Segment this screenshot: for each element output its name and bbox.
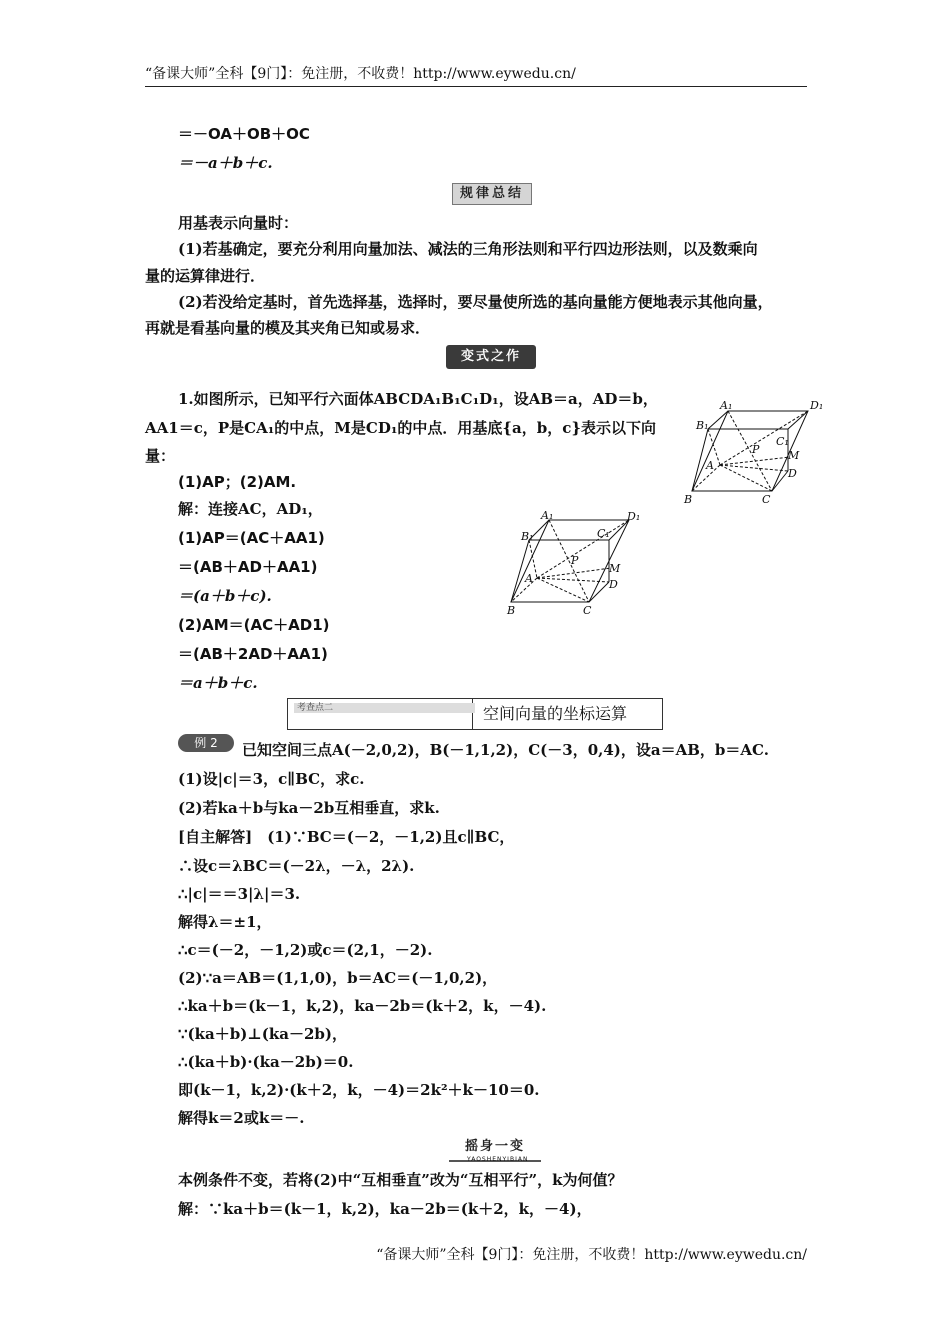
page-footer: “备课大师”全科【9门】：免注册，不收费！http://www.eywedu.cn/ <box>376 1247 807 1263</box>
topic-tag-cell <box>288 699 473 729</box>
figure-label: D <box>609 578 618 591</box>
figure-label: C <box>762 493 771 506</box>
solution-line: ＝(AB＋AD＋AA1) <box>178 558 318 576</box>
figure-label: D₁ <box>810 399 824 412</box>
answer-line: ∴c＝(－2，－1,2)或c＝(2,1，－2). <box>178 941 433 959</box>
parallelepiped-figure-bottom <box>505 508 655 620</box>
paragraph-line: 再就是看基向量的模及其夹角已知或易求． <box>145 319 431 337</box>
transform-badge-subtitle: YAOSHENYIBIAN <box>467 1156 529 1163</box>
answer-line: (2)∵a＝AB＝(1,1,0)，b＝AC＝(－1,0,2)， <box>178 969 498 987</box>
example-badge: 例 2 <box>178 734 234 752</box>
figure-label: P <box>571 554 579 567</box>
figure-label: P <box>752 443 760 456</box>
figure-label: M <box>609 562 621 575</box>
equation-line: ＝－a＋b＋c. <box>178 154 273 172</box>
figure-label: A₁ <box>541 509 554 522</box>
example-line: 已知空间三点A(－2,0,2)，B(－1,1,2)，C(－3，0,4)，设a＝AB，b＝AC. <box>242 741 769 759</box>
solution-line: ＝a＋b＋c. <box>178 674 258 692</box>
answer-line: 即(k－1，k,2)·(k＋2，k，－4)＝2k²＋k－10＝0. <box>178 1081 540 1099</box>
answer-line: ∴(ka＋b)·(ka－2b)＝0. <box>178 1053 354 1071</box>
paragraph-line: 用基表示向量时： <box>178 214 299 232</box>
figure-label: C₁ <box>776 435 789 448</box>
problem-line: 量： <box>145 447 176 465</box>
answer-line: 解得k＝2或k＝－. <box>178 1109 305 1127</box>
example-line: (2)若ka＋b与ka－2b互相垂直，求k. <box>178 799 440 817</box>
figure-label: B₁ <box>696 419 709 432</box>
figure-label: A₁ <box>720 399 733 412</box>
equation-line: ＝－OA＋OB＋OC <box>178 125 310 143</box>
transform-badge-title: 摇身一变 <box>464 1139 525 1154</box>
rule-summary-badge: 规律总结 <box>452 183 532 205</box>
figure-label: M <box>788 449 800 462</box>
variant-badge: 变式之作 <box>446 345 536 369</box>
topic-tag: 考查点二 <box>294 703 475 713</box>
variant-question-line: 本例条件不变，若将(2)中“互相垂直”改为“互相平行”，k为何值？ <box>178 1171 623 1189</box>
figure-label: D <box>788 467 797 480</box>
variant-answer-line: 解：∵ka＋b＝(k－1，k,2)，ka－2b＝(k＋2，k，－4)， <box>178 1200 592 1218</box>
topic-title: 空间向量的坐标运算 <box>483 704 628 723</box>
figure-label: D₁ <box>627 510 641 523</box>
problem-line: AA1＝c，P是CA₁的中点，M是CD₁的中点．用基底{a，b，c}表示以下向 <box>145 419 657 437</box>
answer-line: 解得λ＝±1， <box>178 913 272 931</box>
figure-label: A <box>706 459 714 472</box>
solution-line: (2)AM＝(AC＋AD1) <box>178 616 330 634</box>
figure-label: C <box>583 604 592 617</box>
figure-label: A <box>525 572 533 585</box>
paragraph-line: (1)若基确定，要充分利用向量加法、减法的三角形法则和平行四边形法则，以及数乘向 <box>178 240 758 258</box>
answer-line: ∴设c＝λBC＝(－2λ，－λ，2λ). <box>178 857 415 875</box>
figure-label: B₁ <box>521 530 534 543</box>
solution-line: ＝(AB＋2AD＋AA1) <box>178 645 328 663</box>
parallelepiped-figure-top <box>680 395 830 507</box>
topic-heading-box <box>287 698 663 730</box>
figure-label: B <box>507 604 516 617</box>
figure-label: C₁ <box>597 527 610 540</box>
paragraph-line: (2)若没给定基时，首先选择基，选择时，要尽量使所选的基向量能方便地表示其他向量， <box>178 293 773 311</box>
answer-line: ∵(ka＋b)⊥(ka－2b)， <box>178 1025 347 1043</box>
example-line: (1)设|c|＝3，c∥BC，求c. <box>178 770 365 788</box>
problem-line: 1.如图所示，已知平行六面体ABCDA₁B₁C₁D₁，设AB＝a，AD＝b， <box>178 390 658 408</box>
answer-line: ∴ka＋b＝(k－1，k,2)，ka－2b＝(k＋2，k，－4). <box>178 997 547 1015</box>
answer-line: [自主解答] (1)∵BC＝(－2，－1,2)且c∥BC， <box>178 828 515 846</box>
answer-line: ∴|c|＝＝3|λ|＝3. <box>178 885 301 903</box>
figure-label: B <box>684 493 693 506</box>
solution-line: 解：连接AC，AD₁， <box>178 500 323 518</box>
problem-line: (1)AP；(2)AM. <box>178 473 297 491</box>
solution-line: ＝(a＋b＋c). <box>178 587 272 605</box>
paragraph-line: 量的运算律进行． <box>145 267 266 285</box>
page-header: “备课大师”全科【9门】：免注册，不收费！http://www.eywedu.cn/ <box>145 62 807 87</box>
solution-line: (1)AP＝(AC＋AA1) <box>178 529 325 547</box>
